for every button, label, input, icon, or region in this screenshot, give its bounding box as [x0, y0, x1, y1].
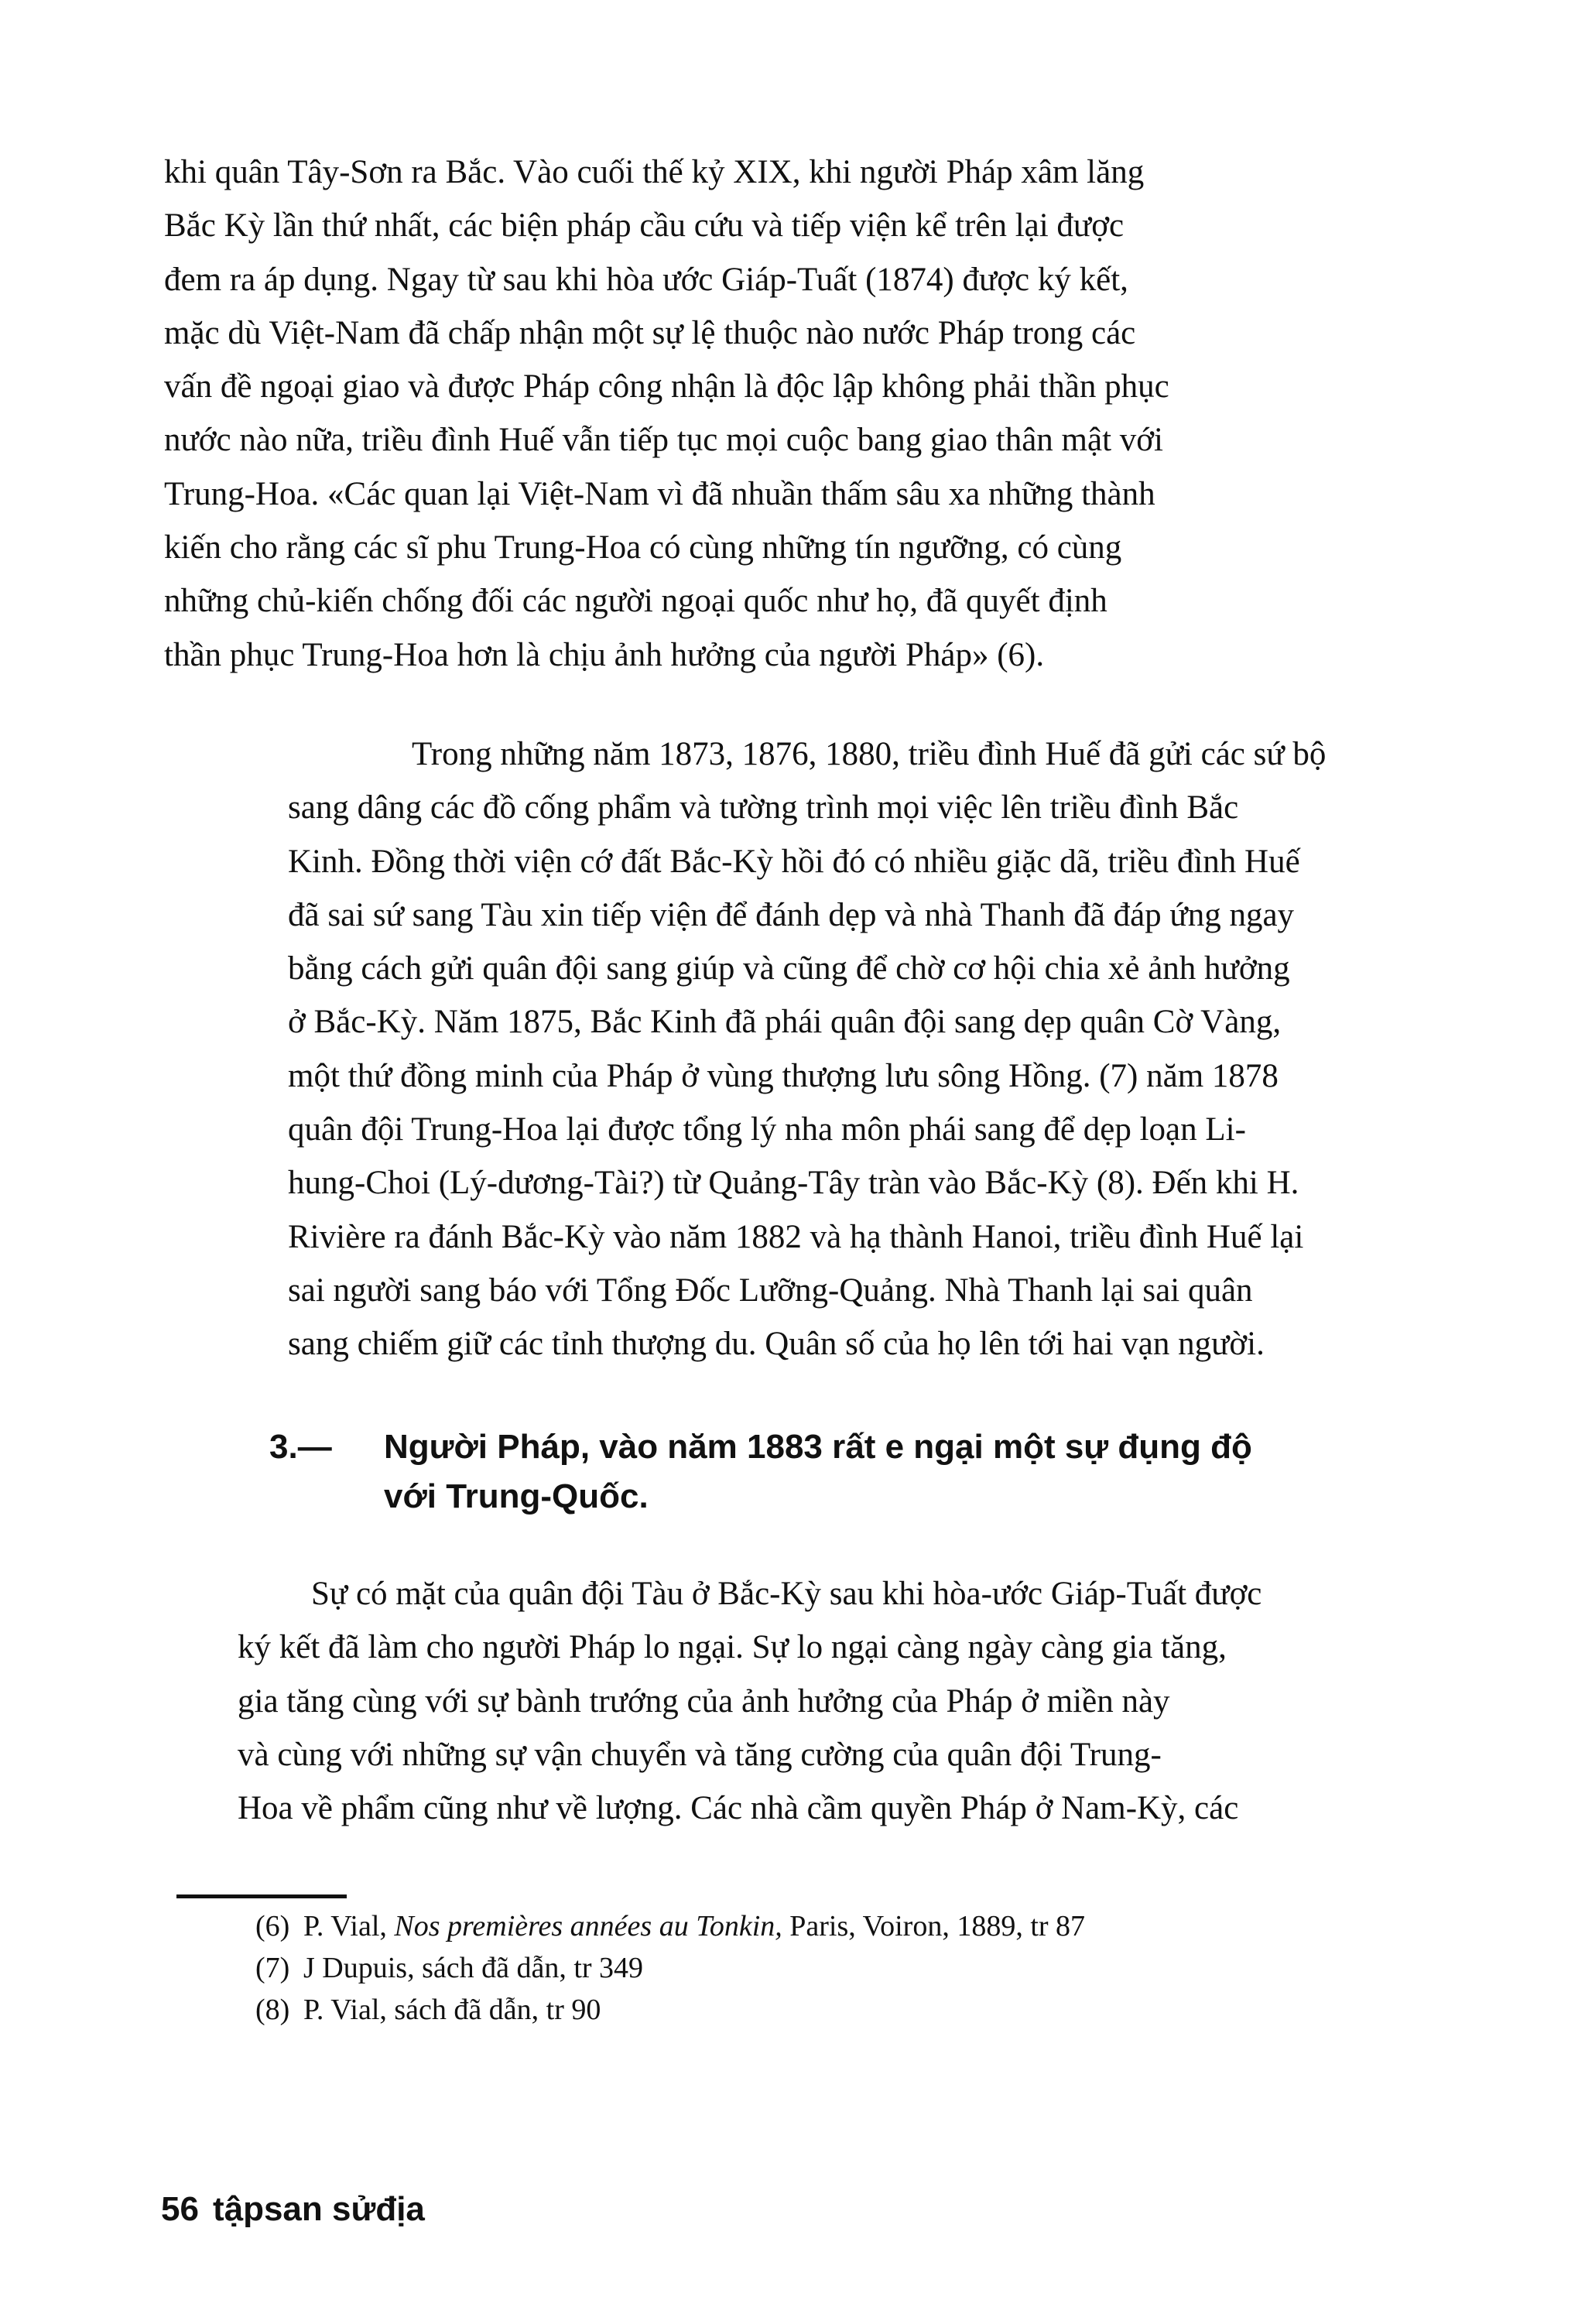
page-footer — [161, 2190, 425, 2229]
text-line: Trung-Hoa. «Các quan lại Việt-Nam vì đã nhuần thấm sâu xa những thành — [164, 475, 1155, 512]
footnotes — [255, 1905, 1416, 2031]
text-line: khi quân Tây-Sơn ra Bắc. Vào cuối thế kỷ XIX, khi người Pháp xâm lăng — [164, 154, 1145, 190]
footnote-text: P. Vial, sách đã dẫn, tr 90 — [303, 1994, 601, 2026]
text-line: bằng cách gửi quân đội sang giúp và cũng để chờ cơ hội chia xẻ ảnh hưởng — [288, 950, 1290, 987]
text-line: nước nào nữa, triều đình Huế vẫn tiếp tục mọi cuộc bang giao thân mật với — [164, 422, 1163, 459]
text-line: thần phục Trung-Hoa hơn là chịu ảnh hưởng của người Pháp» (6). — [164, 636, 1045, 673]
text-line: và cùng với những sự vận chuyển và tăng cường của quân đội Trung- — [238, 1736, 1162, 1773]
text-line: Rivière ra đánh Bắc-Kỳ vào năm 1882 và hạ thành Hanoi, triều đình Huế lại — [288, 1218, 1304, 1255]
text-line: mặc dù Việt-Nam đã chấp nhận một sự lệ thuộc nào nước Pháp trong các — [164, 314, 1136, 351]
text-line: những chủ-kiến chống đối các người ngoại quốc như họ, đã quyết định — [164, 583, 1107, 620]
text-line: sang dâng các đồ cống phẩm và tường trình mọi việc lên triều đình Bắc — [288, 789, 1239, 827]
text-line: hung-Choi (Lý-dương-Tài?) từ Quảng-Tây tràn vào Bắc-Kỳ (8). Đến khi H. — [288, 1165, 1299, 1202]
text-line: Kinh. Đồng thời viện cớ đất Bắc-Kỳ hồi đó có nhiều giặc dã, triều đình Huế — [288, 843, 1300, 880]
text-line: Sự có mặt của quân đội Tàu ở Bắc-Kỳ sau khi hòa-ước Giáp-Tuất được — [311, 1576, 1262, 1612]
footnote-title: Nos premières années au Tonkin, — [394, 1910, 782, 1942]
section-title-line: với Trung-Quốc. — [384, 1477, 649, 1515]
text-line: đem ra áp dụng. Ngay từ sau khi hòa ước Giáp-Tuất (1874) được ký kết, — [164, 261, 1128, 298]
footnote-7 — [255, 1947, 1416, 1989]
footnote-text: P. Vial, — [303, 1910, 395, 1942]
text-line: gia tăng cùng với sự bành trướng của ảnh hưởng của Pháp ở miền này — [238, 1682, 1170, 1720]
text-line: ở Bắc-Kỳ. Năm 1875, Bắc Kinh đã phái quân đội sang dẹp quân Cờ Vàng, — [288, 1004, 1282, 1041]
text-line: quân đội Trung-Hoa lại được tổng lý nha môn phái sang để dẹp loạn Li- — [288, 1111, 1246, 1148]
text-line: đã sai sứ sang Tàu xin tiếp viện để đánh dẹp và nhà Thanh đã đáp ứng ngay — [288, 896, 1295, 933]
footnote-text: J Dupuis, sách đã dẫn, tr 349 — [303, 1952, 644, 1984]
section-number: 3.— — [269, 1428, 332, 1466]
paragraph-1 — [164, 145, 1405, 682]
text-line: Bắc Kỳ lần thứ nhất, các biện pháp cầu cứu và tiếp viện kể trên lại được — [164, 207, 1125, 245]
footnote-6 — [255, 1905, 1416, 1947]
page-number: 56 — [161, 2190, 199, 2228]
text-line: ký kết đã làm cho người Pháp lo ngại. Sự lo ngại càng ngày càng gia tăng, — [238, 1629, 1227, 1666]
footnote-ref: (8) — [255, 1994, 290, 2026]
text-line: Hoa về phẩm cũng như về lượng. Các nhà cầm quyền Pháp ở Nam-Kỳ, các — [238, 1790, 1239, 1827]
section-heading — [269, 1422, 1415, 1521]
footnote-divider — [176, 1894, 347, 1898]
footnote-text: Paris, Voiron, 1889, tr 87 — [782, 1910, 1086, 1942]
paragraph-3 — [164, 1567, 1405, 1835]
text-line: Trong những năm 1873, 1876, 1880, triều đình Huế đã gửi các sứ bộ — [412, 736, 1327, 772]
footnote-ref: (7) — [255, 1952, 290, 1984]
text-line: kiến cho rằng các sĩ phu Trung-Hoa có cùng những tín ngưỡng, có cùng — [164, 529, 1122, 566]
text-line: một thứ đồng minh của Pháp ở vùng thượng lưu sông Hồng. (7) năm 1878 — [288, 1057, 1279, 1094]
publication-name: tậpsan sửđịa — [212, 2190, 425, 2228]
footnote-8 — [255, 1989, 1416, 2031]
paragraph-2 — [164, 727, 1405, 1371]
text-line: sai người sang báo với Tổng Đốc Lưỡng-Quảng. Nhà Thanh lại sai quân — [288, 1272, 1253, 1309]
footnote-ref: (6) — [255, 1910, 290, 1942]
text-line: vấn đề ngoại giao và được Pháp công nhận là độc lập không phải thần phục — [164, 368, 1169, 406]
section-title-line: Người Pháp, vào năm 1883 rất e ngại một sự đụng độ — [384, 1428, 1252, 1466]
text-line: sang chiếm giữ các tỉnh thượng du. Quân số của họ lên tới hai vạn người. — [288, 1326, 1265, 1363]
